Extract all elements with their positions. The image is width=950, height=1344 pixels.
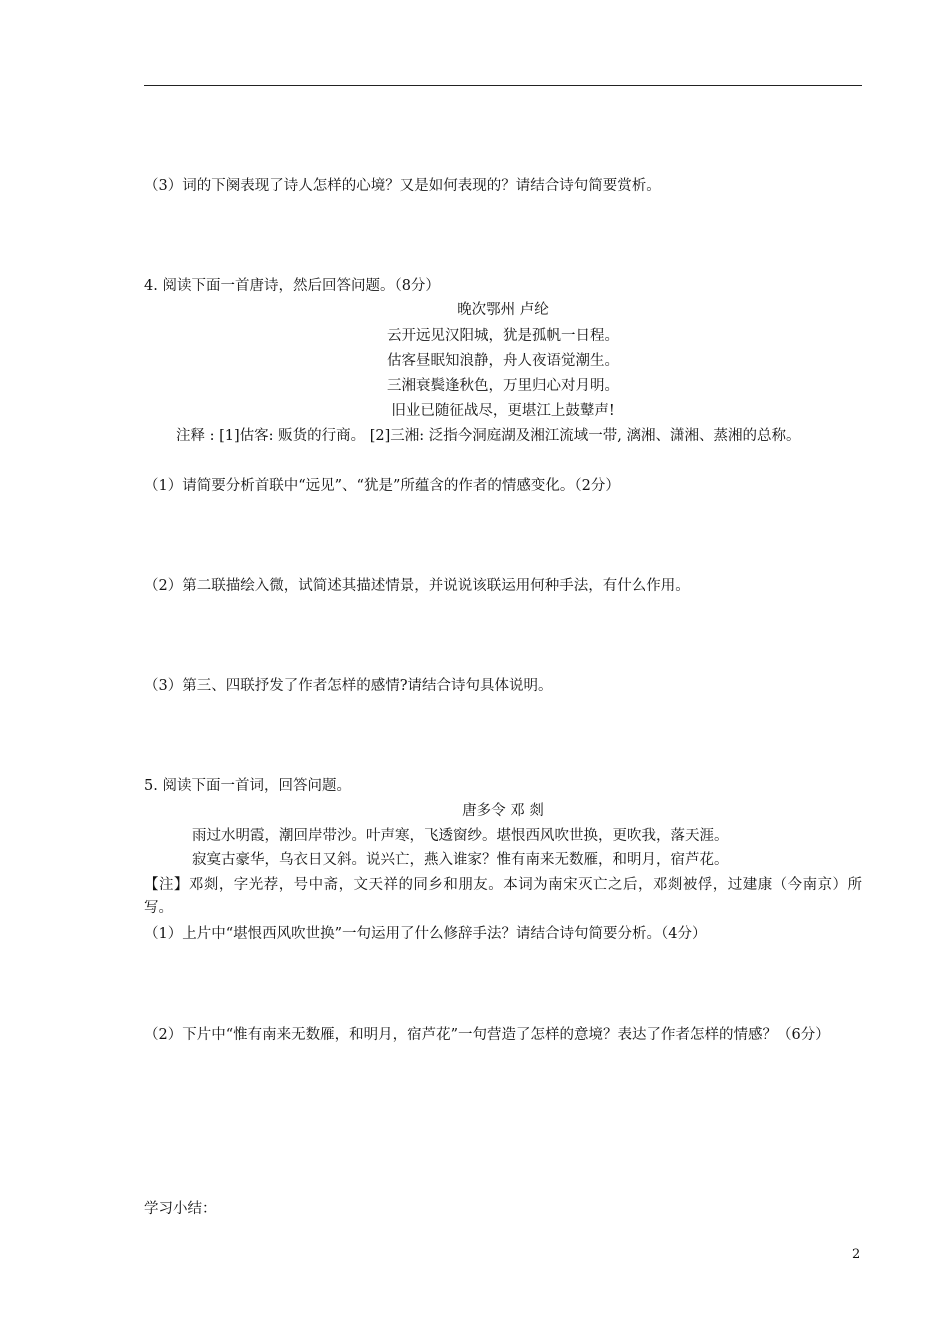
poem-line-4: 旧业已随征战尽，更堪江上鼓鼙声! (391, 403, 615, 419)
ci-line-1: 雨过水明霞，潮回岸带沙。叶声寒，飞透窗纱。堪恨西风吹世换，更吹我，落天涯。 (192, 828, 729, 844)
poem-title-tangduoling: 唐多令 邓 剡 (462, 803, 544, 819)
question-4-1: （1）请简要分析首联中“远见”、“犹是”所蕴含的作者的情感变化。（2分） (144, 478, 620, 494)
ci-annotation: 【注】邓剡，字光荐，号中斋，文天祥的同乡和朋友。本词为南宋灭亡之后，邓剡被俘，过建康（今南京）所写。 (144, 877, 862, 916)
question-4-heading: 4. 阅读下面一首唐诗，然后回答问题。（8分） (144, 278, 440, 294)
question-5-2: （2）下片中“惟有南来无数雁，和明月，宿芦花”一句营造了怎样的意境？表达了作者怎样的情感？（6分） (144, 1027, 830, 1043)
question-5-1: （1）上片中“堪恨西风吹世换”一句运用了什么修辞手法？请结合诗句简要分析。（4分） (144, 926, 707, 942)
poem-title-wanci-ezhou: 晚次鄂州 卢纶 (457, 302, 549, 318)
poem-line-3: 三湘衰鬓逢秋色，万里归心对月明。 (387, 378, 619, 394)
poem-line-1: 云开远见汉阳城，犹是孤帆一日程。 (387, 328, 619, 344)
question-5-heading: 5. 阅读下面一首词，回答问题。 (144, 778, 351, 794)
study-summary-label: 学习小结： (144, 1201, 217, 1217)
header-rule (144, 85, 862, 86)
question-4-3: （3）第三、四联抒发了作者怎样的感情?请结合诗句具体说明。 (144, 678, 553, 694)
page-number: 2 (852, 1247, 861, 1262)
question-4-2: （2）第二联描绘入微，试简述其描述情景，并说说该联运用何种手法，有什么作用。 (144, 578, 690, 594)
question-3-3: （3）词的下阕表现了诗人怎样的心境？又是如何表现的？请结合诗句简要赏析。 (144, 178, 661, 194)
poem-annotation: 注释 : [1]估客: 贩货的行商。 [2]三湘: 泛指今洞庭湖及湘江流域一带, 漓湘、潇湘、蒸湘的总称。 (176, 428, 801, 444)
poem-line-2: 估客昼眠知浪静，舟人夜语觉潮生。 (387, 353, 619, 369)
ci-line-2: 寂寞古豪华，乌衣日又斜。说兴亡，燕入谁家？惟有南来无数雁，和明月，宿芦花。 (192, 852, 729, 868)
